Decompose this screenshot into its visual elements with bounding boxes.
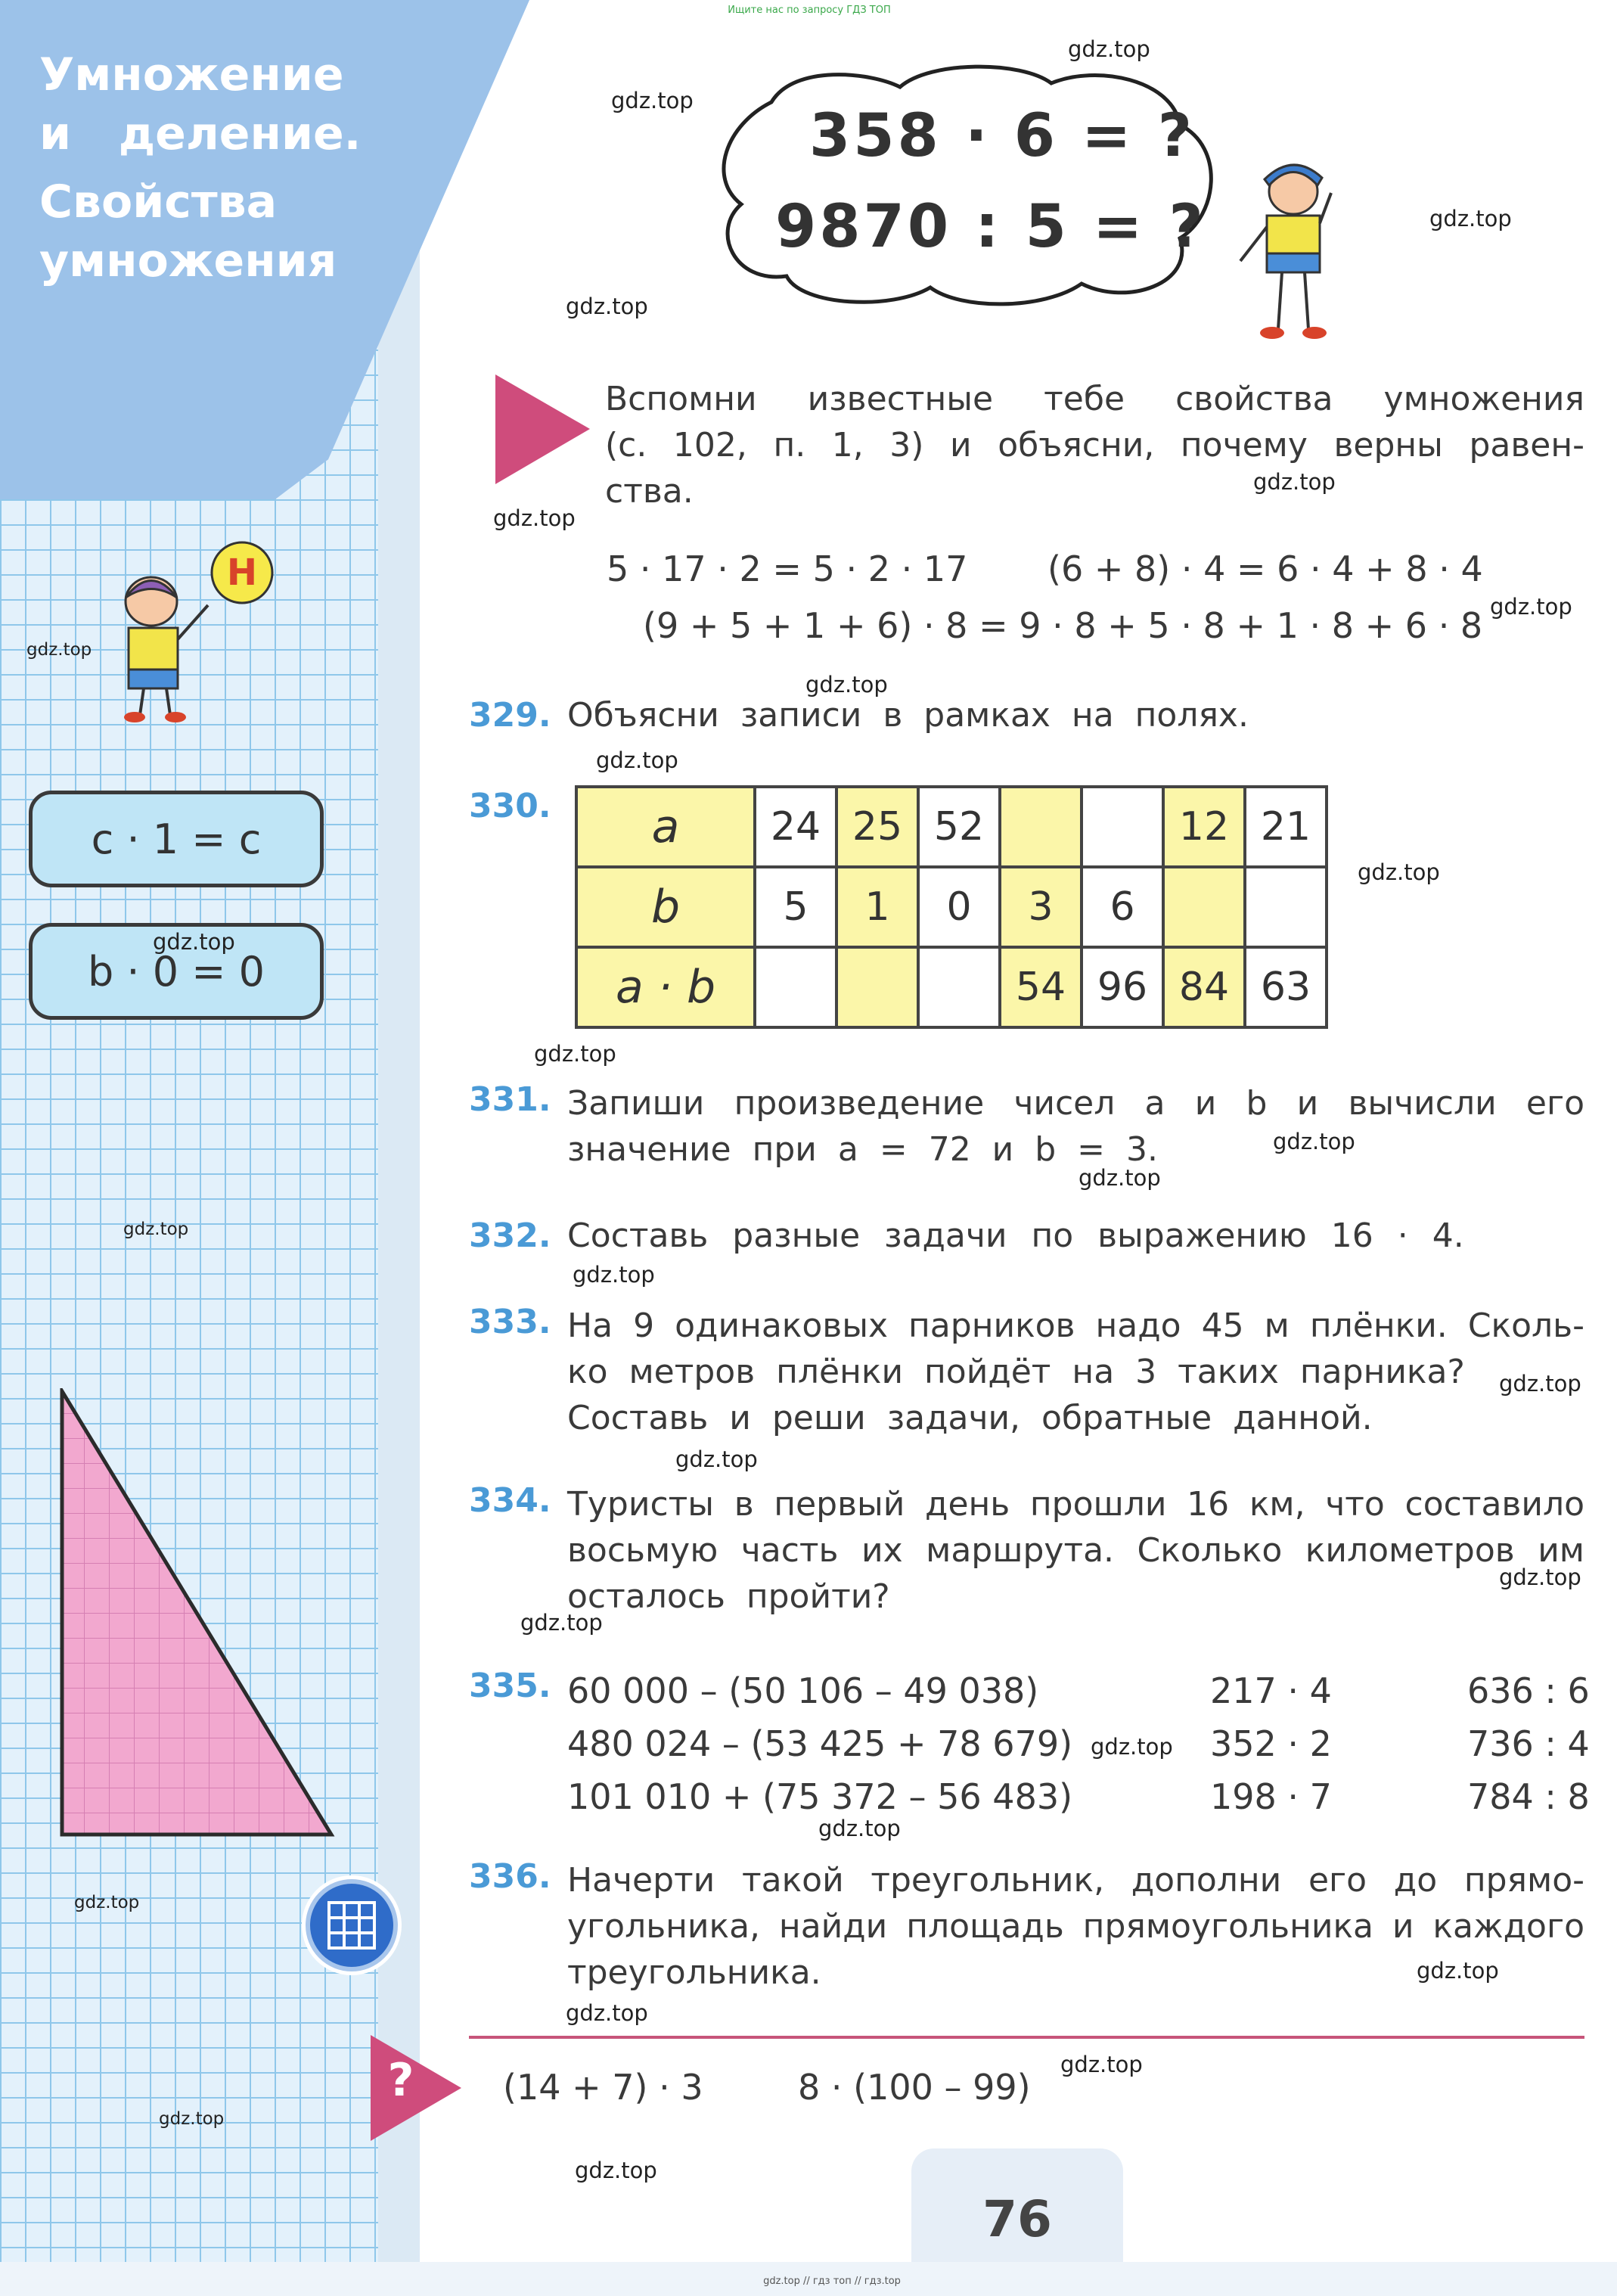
expression: 736 : 4 <box>1467 1723 1590 1764</box>
expression: 784 : 8 <box>1467 1776 1590 1817</box>
watermark-text: gdz.top <box>573 1262 655 1288</box>
table-cell <box>1000 787 1082 867</box>
watermark-text: gdz.top <box>575 2158 657 2183</box>
watermark-text: gdz.top <box>566 2000 648 2026</box>
task-line: Туристы в первый день прошли 16 км, что составило <box>567 1485 1584 1524</box>
watermark-text: gdz.top <box>818 1816 901 1841</box>
task-335-column-2 <box>1210 1664 1332 1823</box>
task-text: Составь разные задачи по выражению 16 · 4. <box>567 1216 1464 1255</box>
table-cell <box>1245 867 1327 947</box>
task-line: Составь и реши задачи, обратные данной. <box>567 1399 1373 1437</box>
watermark-text: gdz.top <box>1253 469 1336 495</box>
expression: 198 · 7 <box>1210 1776 1332 1817</box>
task-number: 331. <box>469 1080 551 1119</box>
watermark-text: gdz.top <box>534 1041 616 1067</box>
task-number: 329. <box>469 696 551 735</box>
task-335-column-3 <box>1467 1664 1590 1823</box>
watermark-text: gdz.top <box>493 505 576 531</box>
watermark-text: gdz.top <box>1358 859 1440 885</box>
watermark-text: gdz.top <box>675 1446 758 1472</box>
task-330-table <box>575 785 1328 1029</box>
task-line: треугольника. <box>567 1953 821 1992</box>
table-row <box>576 787 1327 867</box>
watermark-text: gdz.top <box>596 747 678 773</box>
table-cell: 63 <box>1245 947 1327 1027</box>
task-line: восьмую часть их маршрута. Сколько километров им <box>567 1531 1584 1570</box>
watermark-text: gdz.top <box>805 672 888 697</box>
task-line: Запиши произведение чисел a и b и вычисли его <box>567 1084 1584 1123</box>
watermark-text: gdz.top <box>1068 36 1150 62</box>
table-cell <box>1163 867 1245 947</box>
play-marker-icon <box>495 374 590 484</box>
watermark-text: gdz.top <box>566 294 648 319</box>
cloud-equation-1: 358 · 6 = ? <box>809 102 1195 170</box>
task-number: 334. <box>469 1481 551 1520</box>
watermark-text: gdz.top <box>1490 594 1572 620</box>
table-cell: 24 <box>755 787 836 867</box>
chapter-title-line: Свойства <box>39 176 278 228</box>
thought-cloud <box>703 57 1233 314</box>
table-cell <box>755 947 836 1027</box>
table-cell: 12 <box>1163 787 1245 867</box>
table-cell: 21 <box>1245 787 1327 867</box>
watermark-text: gdz.top <box>1499 1371 1581 1397</box>
table-row <box>576 867 1327 947</box>
watermark-text: gdz.top <box>1417 1958 1499 1984</box>
watermark-text: gdz.top <box>1091 1734 1173 1760</box>
rule-box-multiply-by-zero: b · 0 = 0 <box>29 923 324 1020</box>
watermark-text: gdz.top <box>123 1219 189 1239</box>
task-number: 330. <box>469 787 551 825</box>
watermark-text: gdz.top <box>520 1610 603 1636</box>
task-line: ко метров плёнки пойдёт на 3 таких парника? <box>567 1353 1465 1391</box>
badge-letter: Н <box>226 551 258 594</box>
watermark-text: gdz.top <box>159 2109 225 2129</box>
table-cell <box>836 947 918 1027</box>
table-row <box>576 947 1327 1027</box>
watermark-text: gdz.top <box>74 1893 140 1912</box>
intro-line: ства. <box>605 472 694 511</box>
table-header-b: b <box>576 867 755 947</box>
expression: 480 024 – (53 425 + 78 679) <box>567 1723 1073 1764</box>
chapter-title-line: умножения <box>39 235 337 287</box>
rule-box-multiply-by-one: c · 1 = c <box>29 791 324 887</box>
expression: 60 000 – (50 106 – 49 038) <box>567 1670 1039 1711</box>
question-mark: ? <box>387 2054 414 2107</box>
intro-equation-1: 5 · 17 · 2 = 5 · 2 · 17 <box>607 548 968 589</box>
intro-equation-2: (6 + 8) · 4 = 6 · 4 + 8 · 4 <box>1047 548 1483 589</box>
table-cell <box>1082 787 1163 867</box>
task-335-column-1 <box>567 1664 1072 1823</box>
task-text <box>567 1481 1584 1620</box>
task-number: 333. <box>469 1303 551 1341</box>
task-line: Начерти такой треугольник, дополни его до прямо- <box>567 1861 1584 1900</box>
section-divider <box>469 2036 1584 2039</box>
expression: 217 · 4 <box>1210 1670 1332 1711</box>
task-line: осталось пройти? <box>567 1577 890 1616</box>
cloud-equation-2: 9870 : 5 = ? <box>775 193 1206 261</box>
table-cell: 0 <box>918 867 1000 947</box>
expression: 101 010 + (75 372 – 56 483) <box>567 1776 1073 1817</box>
table-cell: 3 <box>1000 867 1082 947</box>
watermark-text: gdz.top <box>1079 1165 1161 1191</box>
task-line: угольника, найди площадь прямоугольника и каждого <box>567 1907 1584 1946</box>
watermark-text: gdz.top <box>1060 2052 1143 2077</box>
table-cell: 84 <box>1163 947 1245 1027</box>
table-cell: 54 <box>1000 947 1082 1027</box>
boy-illustration-icon <box>1225 155 1354 344</box>
intro-text <box>605 376 1584 514</box>
watermark-text: gdz.top <box>1429 206 1512 231</box>
watermark-text: gdz.top <box>26 640 92 660</box>
task-line: значение при a = 72 и b = 3. <box>567 1130 1159 1169</box>
question-expression-1: (14 + 7) · 3 <box>503 2067 703 2108</box>
watermark-text: gdz.top <box>611 88 694 113</box>
expression: 636 : 6 <box>1467 1670 1590 1711</box>
table-cell: 1 <box>836 867 918 947</box>
task-line: На 9 одинаковых парников надо 45 м плёнки. Сколь- <box>567 1306 1584 1345</box>
table-cell: 6 <box>1082 867 1163 947</box>
watermark-text: gdz.top <box>1499 1564 1581 1590</box>
table-cell: 52 <box>918 787 1000 867</box>
page-number: 76 <box>982 2190 1052 2248</box>
right-triangle-drawing <box>59 1388 335 1838</box>
chapter-title <box>39 45 402 290</box>
chapter-title-line: Умножение <box>39 48 344 101</box>
table-cell: 96 <box>1082 947 1163 1027</box>
question-expression-2: 8 · (100 – 99) <box>798 2067 1031 2108</box>
task-number: 335. <box>469 1667 551 1705</box>
top-notice: Ищите нас по запросу ГДЗ ТОП <box>728 5 891 16</box>
task-number: 332. <box>469 1216 551 1255</box>
intro-line: Вспомни известные тебе свойства умножения <box>605 380 1584 418</box>
expression: 352 · 2 <box>1210 1723 1332 1764</box>
task-text: Объясни записи в рамках на полях. <box>567 696 1249 735</box>
watermark-text: gdz.top <box>153 929 235 955</box>
table-cell: 5 <box>755 867 836 947</box>
table-header-a: a <box>576 787 755 867</box>
footer-text: gdz.top // гдз топ // гдз.top <box>763 2276 901 2287</box>
table-cell <box>918 947 1000 1027</box>
chapter-title-line: и деление. <box>39 107 362 160</box>
intro-equation-3: (9 + 5 + 1 + 6) · 8 = 9 · 8 + 5 · 8 + 1 · 8 + 6 · 8 <box>643 605 1483 646</box>
task-number: 336. <box>469 1857 551 1896</box>
grid-icon[interactable] <box>299 1872 405 1978</box>
watermark-text: gdz.top <box>1273 1129 1355 1154</box>
table-header-ab: a · b <box>576 947 755 1027</box>
task-text <box>567 1303 1584 1441</box>
task-text <box>567 1080 1584 1173</box>
intro-line: (с. 102, п. 1, 3) и объясни, почему верны равен- <box>605 426 1584 464</box>
table-cell: 25 <box>836 787 918 867</box>
